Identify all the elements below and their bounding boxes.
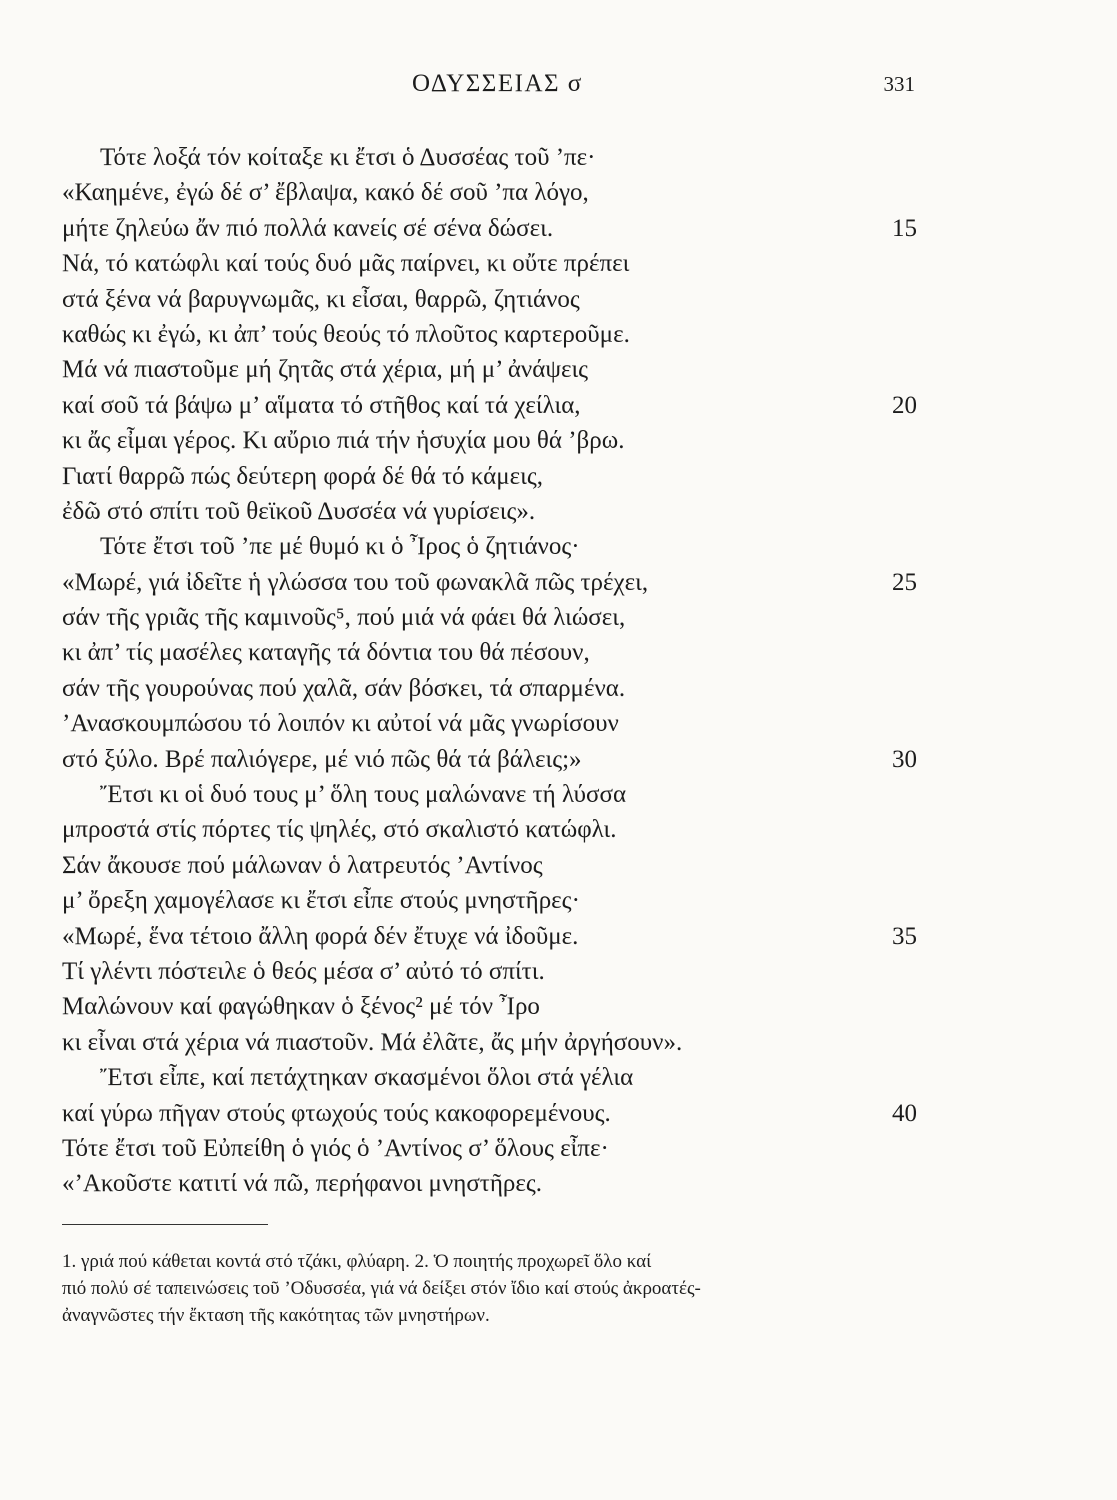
verse-text: μ’ ὄρεξη χαμογέλασε κι ἔτσι εἶπε στούς μνηστῆρες· (62, 887, 580, 915)
verse-line (62, 671, 917, 706)
verse-list (62, 140, 917, 1202)
verse-line (62, 1060, 917, 1095)
verse-text: καθώς κι ἐγώ, κι ἀπ’ τούς θεούς τό πλοῦτος καρτεροῦμε. (62, 320, 630, 348)
verse-text: Μά νά πιαστοῦμε μή ζητᾶς στά χέρια, μή μ’ ἀνάψεις (62, 356, 589, 384)
verse-line (62, 565, 917, 600)
verse-text: «Καημένε, ἐγώ δέ σ’ ἔβλαψα, κακό δέ σοῦ ’πα λόγο, (62, 179, 589, 207)
verse-line (62, 883, 917, 918)
verse-line (62, 742, 917, 777)
verse-line (62, 848, 917, 883)
line-number: 30 (892, 745, 917, 773)
verse-text: Τότε ἔτσι τοῦ Εὐπείθη ὁ γιός ὁ ’Αντίνος σ’ ὅλους εἶπε· (62, 1134, 609, 1162)
verse-text: κι εἶναι στά χέρια νά πιαστοῦν. Μά ἐλᾶτε, ἄς μήν ἀργήσουν». (62, 1028, 683, 1056)
verse-text: μπροστά στίς πόρτες τίς ψηλές, στό σκαλιστό κατώφλι. (62, 816, 617, 844)
verse-line (62, 919, 917, 954)
verse-line (62, 140, 917, 175)
verse-text: σάν τῆς γριᾶς τῆς καμινοῦς⁵, πού μιά νά φάει θά λιώσει, (62, 604, 626, 632)
verse-line (62, 635, 917, 670)
verse-text: καί σοῦ τά βάψω μ’ αἵματα τό στῆθος καί τά χείλια, (62, 391, 581, 419)
line-number: 40 (892, 1099, 917, 1127)
running-title: ΟΔΥΣΣΕΙΑΣ σ (412, 70, 583, 97)
verse-line (62, 352, 917, 387)
verse-text: κι ἄς εἶμαι γέρος. Κι αὔριο πιά τήν ἡσυχία μου θά ’βρω. (62, 427, 625, 455)
verse-line (62, 777, 917, 812)
verse-line (62, 246, 917, 281)
verse-line (62, 388, 917, 423)
verse-text: «Μωρέ, ἕνα τέτοιο ἄλλη φορά δέν ἔτυχε νά ἰδοῦμε. (62, 922, 579, 950)
verse-text: Ἔτσι εἶπε, καί πετάχτηκαν σκασμένοι ὅλοι στά γέλια (100, 1064, 634, 1092)
verse-text: Τότε ἔτσι τοῦ ’πε μέ θυμό κι ὁ Ἶρος ὁ ζητιάνος· (100, 533, 580, 561)
verse-text: Μαλώνουν καί φαγώθηκαν ὁ ξένος² μέ τόν Ἶρο (62, 993, 540, 1021)
verse-text: ἐδῶ στό σπίτι τοῦ θεϊκοῦ Δυσσέα νά γυρίσεις». (62, 497, 536, 525)
verse-line (62, 529, 917, 564)
verse-text: στό ξύλο. Βρέ παλιόγερε, μέ νιό πῶς θά τά βάλεις;» (62, 745, 582, 773)
line-number: 25 (892, 568, 917, 596)
verse-line (62, 423, 917, 458)
verse-line (62, 600, 917, 635)
verse-line (62, 1025, 917, 1060)
footnote-line: πιό πολύ σέ ταπεινώσεις τοῦ ’Οδυσσέα, γιά νά δείξει στόν ἴδιο καί στούς ἀκροατές- (62, 1278, 701, 1299)
verse-text: μήτε ζηλεύω ἄν πιό πολλά κανείς σέ σένα δώσει. (62, 214, 554, 242)
verse-text: Σάν ἄκουσε πού μάλωναν ὁ λατρευτός ’Αντίνος (62, 851, 543, 879)
footnotes (62, 1248, 917, 1329)
verse-line (62, 282, 917, 317)
line-number: 35 (892, 922, 917, 950)
verse-line (62, 706, 917, 741)
verse-line (62, 954, 917, 989)
footnote-line: 1. γριά πού κάθεται κοντά στό τζάκι, φλύαρη. 2. Ὁ ποιητής προχωρεῖ ὅλο καί (62, 1251, 652, 1272)
verse-text: σάν τῆς γουρούνας πού χαλᾶ, σάν βόσκει, τά σπαρμένα. (62, 674, 626, 702)
verse-line (62, 1131, 917, 1166)
line-number: 20 (892, 391, 917, 419)
page-number: 331 (883, 72, 915, 96)
page-header (0, 70, 1117, 106)
footnote-divider (62, 1224, 268, 1225)
verse-text: ’Ανασκουμπώσου τό λοιπόν κι αὐτοί νά μᾶς γνωρίσουν (62, 710, 619, 738)
verse-text: στά ξένα νά βαρυγνωμᾶς, κι εἶσαι, θαρρῶ, ζητιάνος (62, 285, 580, 313)
verse-line (62, 175, 917, 210)
verse-line (62, 211, 917, 246)
verse-line (62, 459, 917, 494)
verse-text: κι ἀπ’ τίς μασέλες καταγῆς τά δόντια του θά πέσουν, (62, 639, 590, 667)
verse-line (62, 317, 917, 352)
verse-text: Ἔτσι κι οἱ δυό τους μ’ ὅλη τους μαλώνανε τή λύσσα (100, 781, 627, 809)
verse-line (62, 1166, 917, 1201)
footnote-line: ἀναγνῶστες τήν ἔκταση τῆς κακότητας τῶν μνηστήρων. (62, 1305, 490, 1326)
verse-text: «Μωρέ, γιά ἰδεῖτε ἡ γλώσσα του τοῦ φωνακλᾶ πῶς τρέχει, (62, 568, 649, 596)
verse-line (62, 1096, 917, 1131)
verse-text: Τότε λοξά τόν κοίταξε κι ἔτσι ὁ Δυσσέας τοῦ ’πε· (100, 144, 596, 171)
verse-text: καί γύρω πῆγαν στούς φτωχούς τούς κακοφορεμένους. (62, 1099, 611, 1127)
verse-text: Γιατί θαρρῶ πώς δεύτερη φορά δέ θά τό κάμεις, (62, 462, 544, 490)
verse-line (62, 989, 917, 1024)
verse-text: Τί γλέντι πόστειλε ὁ θεός μέσα σ’ αὐτό τό σπίτι. (62, 957, 545, 985)
verse-line (62, 494, 917, 529)
line-number: 15 (892, 214, 917, 242)
verse-line (62, 812, 917, 847)
verse-text: «’Ακοῦστε κατιτί νά πῶ, περήφανοι μνηστῆρες. (62, 1170, 543, 1198)
verse-text: Νά, τό κατώφλι καί τούς δυό μᾶς παίρνει, κι οὔτε πρέπει (62, 250, 630, 278)
